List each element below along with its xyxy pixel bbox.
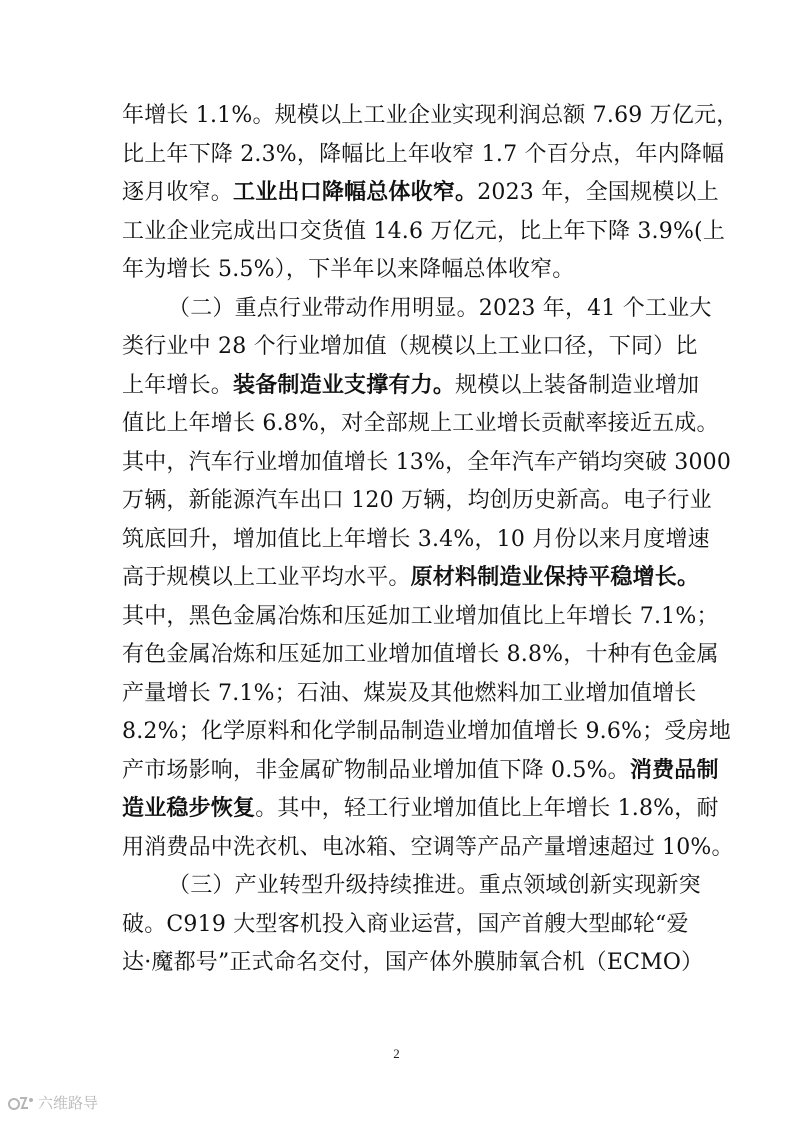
text-line <box>122 796 719 821</box>
text-segment: 达·魔都号”正式命名交付，国产体外膜肺氧合机（ECMO） <box>122 950 704 975</box>
text-line <box>122 488 712 513</box>
watermark <box>8 1092 98 1113</box>
text-segment: 。其中，轻工行业增加值比上年增长 1.8%，耐 <box>255 796 719 821</box>
watermark-logo-icon <box>8 1095 34 1111</box>
text-segment: 产量增长 7.1%；石油、煤炭及其他燃料加工业增加值增长 <box>122 680 697 706</box>
text-segment: 有色金属冶炼和压延加工业增加值增长 8.8%，十种有色金属 <box>122 642 719 667</box>
text-line <box>122 565 700 590</box>
text-segment: 逐月收窄。 <box>122 180 234 205</box>
text-line <box>122 334 698 359</box>
text-segment: 产市场影响，非金属矿物制品业增加值下降 0.5%。 <box>122 757 630 783</box>
text-segment: 年增长 1.1%。规模以上工业企业实现利润总额 7.69 万亿元， <box>122 103 739 128</box>
text-segment: 比上年下降 2.3%，降幅比上年收窄 1.7 个百分点，年内降幅 <box>122 141 725 167</box>
text-segment: 规模以上装备制造业增加 <box>455 372 700 398</box>
text-segment: 用消费品中洗衣机、电冰箱、空调等产品产量增速超过 10%。 <box>122 834 734 860</box>
text-segment: 上年增长。 <box>122 372 234 398</box>
text-segment: 工业企业完成出口交货值 14.6 万亿元，比上年下降 3.9%(上 <box>122 218 726 244</box>
text-segment: 2023 年，全国规模以上 <box>477 180 719 205</box>
text-line <box>122 911 689 937</box>
text-segment: 万辆，新能源汽车出口 120 万辆，均创历史新高。电子行业 <box>122 488 712 513</box>
text-line <box>122 411 719 436</box>
text-segment: 类行业中 28 个行业增加值（规模以上工业口径，下同）比 <box>122 334 698 359</box>
text-line <box>122 180 719 205</box>
text-line <box>122 141 725 167</box>
text-line <box>122 642 719 667</box>
page-number: 2 <box>393 1046 400 1061</box>
text-segment: 高于规模以上工业平均水平。 <box>122 565 411 590</box>
text-line <box>122 372 700 398</box>
text-segment: 筑底回升，增加值比上年增长 3.4%，10 月份以来月度增速 <box>122 526 710 552</box>
text-line <box>122 258 682 282</box>
text-line <box>122 526 710 552</box>
text-segment: 其中，黑色金属冶炼和压延加工业增加值比上年增长 7.1%； <box>122 603 719 629</box>
text-line <box>122 103 739 128</box>
text-line <box>122 834 734 860</box>
bold-text-segment: 原材料制造业保持平稳增长。 <box>410 565 700 590</box>
bold-text-segment: 装备制造业支撑有力。 <box>233 372 456 398</box>
text-segment: 8.2%；化学原料和化学制品制造业增加值增长 9.6%；受房地 <box>122 719 731 744</box>
watermark-text: 六维路导 <box>38 1094 99 1112</box>
bold-text-segment: 造业稳步恢复 <box>122 796 256 821</box>
text-line <box>122 449 732 475</box>
bold-text-segment: 工业出口降幅总体收窄。 <box>233 180 478 205</box>
text-segment: （三）产业转型升级持续推进。重点领域创新实现新突 <box>168 873 701 898</box>
text-line <box>122 757 719 783</box>
text-segment: 其中，汽车行业增加值增长 13%，全年汽车产销均突破 3000 <box>122 449 732 475</box>
text-segment: 值比上年增长 6.8%，对全部规上工业增长贡献率接近五成。 <box>122 411 719 436</box>
text-line <box>122 680 697 706</box>
text-segment: （二）重点行业带动作用明显。2023 年，41 个工业大 <box>168 295 712 321</box>
text-line <box>122 950 704 975</box>
text-line <box>122 218 726 244</box>
text-line <box>168 295 712 321</box>
text-line <box>122 603 719 629</box>
bold-text-segment: 消费品制 <box>629 757 719 783</box>
text-segment: 破。C919 大型客机投入商业运营，国产首艘大型邮轮“爱 <box>122 911 689 937</box>
text-line <box>122 719 731 744</box>
text-segment: 年为增长 5.5%），下半年以来降幅总体收窄。 <box>122 257 575 282</box>
text-line <box>168 873 701 898</box>
